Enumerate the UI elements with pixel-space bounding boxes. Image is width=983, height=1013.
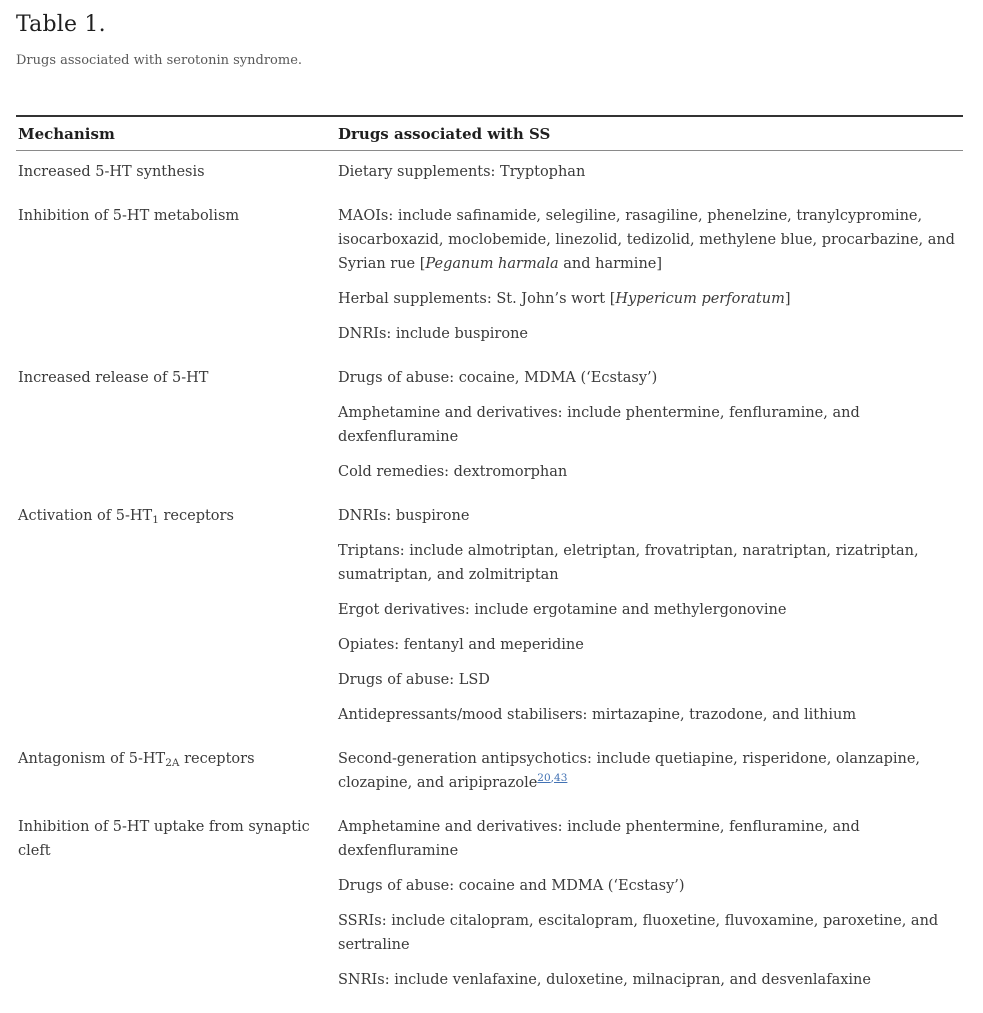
text-segment: Inhibition of 5-HT metabolism	[18, 208, 240, 224]
reference-link[interactable]: 43	[554, 772, 568, 784]
table-row	[16, 738, 963, 806]
text-segment: receptors	[158, 508, 234, 524]
table-header	[16, 116, 963, 151]
receptor-subscript: 2A	[165, 757, 180, 769]
text-segment: Amphetamine and derivatives: include phentermine, fenfluramine, and dexfenfluramine	[338, 819, 860, 859]
page-title: Table 1.	[16, 12, 106, 37]
reference-superscript	[554, 772, 567, 784]
drug-paragraph	[338, 747, 959, 795]
header-row	[16, 116, 963, 151]
text-segment: Opiates: fentanyl and meperidine	[338, 637, 584, 653]
text-segment: Cold remedies: dextromorphan	[338, 464, 568, 480]
text-segment: DNRIs: buspirone	[338, 508, 470, 524]
text-segment: Antidepressants/mood stabilisers: mirtazapine, trazodone, and lithium	[338, 707, 857, 723]
text-segment: ]	[784, 291, 791, 307]
drug-paragraph	[338, 539, 959, 587]
text-segment: SNRIs: include venlafaxine, duloxetine, milnacipran, and desvenlafaxine	[338, 972, 871, 988]
drug-paragraph	[338, 504, 959, 528]
drugs-cell	[336, 195, 963, 357]
mechanism-cell	[16, 738, 336, 806]
drug-paragraph	[338, 401, 959, 449]
drug-paragraph	[338, 703, 959, 727]
column-header-drugs: Drugs associated with SS	[336, 116, 963, 151]
text-segment: Second-generation antipsychotics: include quetiapine, risperidone, olanzapine, clozapine, and aripiprazole	[338, 751, 921, 791]
drugs-table	[16, 115, 963, 1003]
drug-paragraph	[338, 322, 959, 346]
drug-paragraph	[338, 204, 959, 276]
table-row	[16, 195, 963, 357]
table-row	[16, 495, 963, 738]
text-segment: receptors	[179, 751, 255, 767]
mechanism-cell	[16, 495, 336, 738]
species-name: Peganum harmala	[425, 256, 559, 272]
drugs-cell	[336, 495, 963, 738]
text-segment: Drugs of abuse: LSD	[338, 672, 490, 688]
text-segment: MAOIs: include safinamide, selegiline, rasagiline, phenelzine, tranylcypromine, isocarboxazid, moclobemide, linezolid, tedizolid, methylene blue, procarbazine, and Syrian rue [	[338, 208, 955, 272]
text-segment: Ergot derivatives: include ergotamine and methylergonovine	[338, 602, 787, 618]
text-segment: Inhibition of 5-HT uptake from synaptic cleft	[18, 819, 310, 859]
table-row	[16, 357, 963, 495]
text-segment: Drugs of abuse: cocaine, MDMA (‘Ecstasy’)	[338, 370, 658, 386]
drugs-cell	[336, 357, 963, 495]
text-segment: Activation of 5-HT	[18, 508, 153, 524]
mechanism-cell	[16, 195, 336, 357]
drug-paragraph	[338, 668, 959, 692]
species-name: Hypericum perforatum	[615, 291, 785, 307]
text-segment: and harmine]	[558, 256, 663, 272]
drug-paragraph	[338, 633, 959, 657]
column-header-mechanism: Mechanism	[16, 116, 336, 151]
text-segment: Increased 5-HT synthesis	[18, 164, 205, 180]
mechanism-cell	[16, 357, 336, 495]
text-segment: Amphetamine and derivatives: include phentermine, fenfluramine, and dexfenfluramine	[338, 405, 860, 445]
reference-separator: ,	[550, 772, 555, 784]
reference-superscript	[537, 772, 550, 784]
text-segment: Increased release of 5-HT	[18, 370, 209, 386]
text-segment: Dietary supplements: Tryptophan	[338, 164, 586, 180]
table-caption: Drugs associated with serotonin syndrome.	[16, 53, 303, 68]
text-segment: Drugs of abuse: cocaine and MDMA (‘Ecstasy’)	[338, 878, 685, 894]
drug-paragraph	[338, 874, 959, 898]
mechanism-cell	[16, 151, 336, 196]
table-row	[16, 151, 963, 196]
drugs-cell	[336, 738, 963, 806]
drug-paragraph	[338, 598, 959, 622]
text-segment: Herbal supplements: St. John’s wort [	[338, 291, 616, 307]
text-segment: Antagonism of 5-HT	[18, 751, 166, 767]
drug-paragraph	[338, 366, 959, 390]
drugs-cell	[336, 151, 963, 196]
text-segment: Triptans: include almotriptan, eletriptan, frovatriptan, naratriptan, rizatriptan, sumatriptan, and zolmitriptan	[338, 543, 919, 583]
reference-link[interactable]: 20	[537, 772, 551, 784]
drug-paragraph	[338, 287, 959, 311]
text-segment: SSRIs: include citalopram, escitalopram, fluoxetine, fluvoxamine, paroxetine, and sertraline	[338, 913, 939, 953]
drug-paragraph	[338, 460, 959, 484]
drug-paragraph	[338, 160, 959, 184]
receptor-subscript: 1	[152, 514, 159, 526]
drug-paragraph	[338, 815, 959, 863]
table-body	[16, 151, 963, 1004]
drug-paragraph	[338, 909, 959, 957]
text-segment: DNRIs: include buspirone	[338, 326, 529, 342]
drug-paragraph	[338, 968, 959, 992]
